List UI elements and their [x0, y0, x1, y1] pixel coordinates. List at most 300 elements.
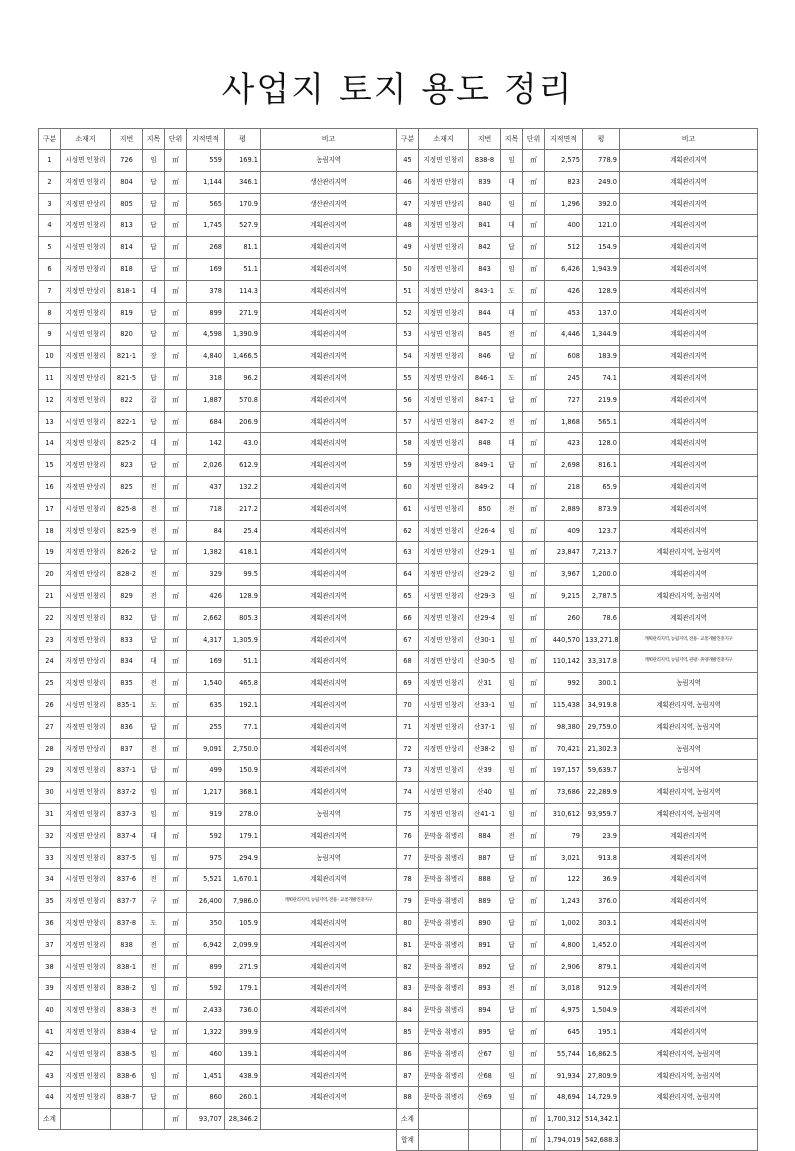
right-note-cell: 계획관리지역 — [620, 302, 758, 324]
right-lot-number-cell: 895 — [469, 1021, 501, 1043]
right-location-cell: 지정면 안상리 — [419, 455, 469, 477]
right-area-cell: 110,142 — [545, 651, 583, 673]
right-unit-cell: ㎡ — [523, 1000, 545, 1022]
left-row-number-cell: 2 — [39, 171, 61, 193]
right-pyeong-cell: 2,787.5 — [583, 585, 620, 607]
left-pyeong-cell: 81.1 — [225, 237, 261, 259]
right-lot-number-cell: 846 — [469, 346, 501, 368]
right-location-cell: 지정면 안상리 — [419, 651, 469, 673]
right-area-cell: 79 — [545, 825, 583, 847]
right-pyeong-cell: 565.1 — [583, 411, 620, 433]
left-pyeong-cell: 1,466.5 — [225, 346, 261, 368]
right-location-cell: 지정면 인창리 — [419, 760, 469, 782]
right-unit-cell: ㎡ — [523, 585, 545, 607]
right-unit-cell: ㎡ — [523, 433, 545, 455]
right-unit-cell: ㎡ — [523, 564, 545, 586]
left-note-cell: 계획관리지역 — [261, 585, 397, 607]
right-pyeong-cell: 78.6 — [583, 607, 620, 629]
right-pyeong-cell: 1,504.9 — [583, 1000, 620, 1022]
left-row-number-cell: 17 — [39, 498, 61, 520]
left-land-category-cell: 임 — [143, 782, 165, 804]
right-land-category-cell: 답 — [501, 869, 523, 891]
left-location-cell: 지정면 인창리 — [61, 346, 111, 368]
left-unit-cell: ㎡ — [165, 1065, 187, 1087]
header-cell: 소재지 — [419, 129, 469, 150]
left-row-number-cell: 39 — [39, 978, 61, 1000]
left-note-cell: 농림지역 — [261, 150, 397, 172]
left-note-cell: 계획관리지역 — [261, 673, 397, 695]
right-location-cell: 시성면 인창리 — [419, 694, 469, 716]
right-pyeong-cell: 300.1 — [583, 673, 620, 695]
right-unit-cell: ㎡ — [523, 193, 545, 215]
table-row — [39, 1087, 758, 1109]
left-location-cell: 지정면 인창리 — [61, 803, 111, 825]
left-unit-cell: ㎡ — [165, 411, 187, 433]
left-note-cell: 계획관리지역 — [261, 825, 397, 847]
right-unit-cell: ㎡ — [523, 891, 545, 913]
left-lot-number-cell: 813 — [111, 215, 143, 237]
table-row — [39, 716, 758, 738]
right-area-cell: 70,421 — [545, 738, 583, 760]
right-unit-cell: ㎡ — [523, 411, 545, 433]
right-row-number-cell: 48 — [397, 215, 419, 237]
left-note-cell: 생산관리지역 — [261, 171, 397, 193]
right-unit-cell: ㎡ — [523, 607, 545, 629]
right-location-cell: 지정면 인창리 — [419, 673, 469, 695]
right-pyeong-cell: 33,317.8 — [583, 651, 620, 673]
right-unit-cell: ㎡ — [523, 825, 545, 847]
right-row-number-cell: 76 — [397, 825, 419, 847]
right-location-cell: 문막읍 취병리 — [419, 1000, 469, 1022]
right-lot-number-cell: 산29-1 — [469, 542, 501, 564]
left-lot-number-cell: 819 — [111, 302, 143, 324]
right-pyeong-cell: 22,289.9 — [583, 782, 620, 804]
left-note-cell: 계획관리지역 — [261, 433, 397, 455]
left-area-cell: 378 — [187, 280, 225, 302]
right-pyeong-cell: 128.0 — [583, 433, 620, 455]
right-pyeong-cell: 34,919.8 — [583, 694, 620, 716]
right-land-category-cell: 임 — [501, 258, 523, 280]
right-area-cell: 4,975 — [545, 1000, 583, 1022]
right-note-cell: 계획관리지역 — [620, 978, 758, 1000]
right-lot-number-cell: 847-2 — [469, 411, 501, 433]
subtotal-label: 소계 — [397, 1109, 419, 1130]
left-lot-number-cell: 726 — [111, 150, 143, 172]
right-unit-cell: ㎡ — [523, 694, 545, 716]
header-cell: 단위 — [165, 129, 187, 150]
right-land-category-cell: 임 — [501, 716, 523, 738]
left-lot-number-cell: 838-7 — [111, 1087, 143, 1109]
right-pyeong-cell: 27,809.9 — [583, 1065, 620, 1087]
right-land-category-cell: 임 — [501, 585, 523, 607]
right-land-category-cell: 도 — [501, 280, 523, 302]
right-location-cell: 문막읍 취병리 — [419, 978, 469, 1000]
left-unit-cell: ㎡ — [165, 389, 187, 411]
left-unit-cell: ㎡ — [165, 738, 187, 760]
right-location-cell: 지정면 인창리 — [419, 433, 469, 455]
table-row — [39, 629, 758, 651]
right-lot-number-cell: 849-1 — [469, 455, 501, 477]
right-lot-number-cell: 850 — [469, 498, 501, 520]
table-row — [39, 302, 758, 324]
left-row-number-cell: 13 — [39, 411, 61, 433]
left-note-cell: 계획관리지역 — [261, 237, 397, 259]
right-unit-cell: ㎡ — [523, 956, 545, 978]
left-land-category-cell: 답 — [143, 716, 165, 738]
right-lot-number-cell: 산38-2 — [469, 738, 501, 760]
right-note-cell: 계획관리지역, 농림지역, 전용 · 교통개발진흥지구 — [620, 629, 758, 651]
right-land-category-cell: 임 — [501, 651, 523, 673]
right-lot-number-cell: 산29-2 — [469, 564, 501, 586]
left-land-category-cell: 대 — [143, 280, 165, 302]
left-row-number-cell: 16 — [39, 476, 61, 498]
table-row — [39, 171, 758, 193]
left-location-cell: 지정면 인창리 — [61, 1021, 111, 1043]
left-unit-cell: ㎡ — [165, 716, 187, 738]
left-pyeong-cell: 736.0 — [225, 1000, 261, 1022]
right-lot-number-cell: 산39 — [469, 760, 501, 782]
left-area-cell: 684 — [187, 411, 225, 433]
right-location-cell: 시성면 인창리 — [419, 585, 469, 607]
left-row-number-cell: 15 — [39, 455, 61, 477]
right-row-number-cell: 64 — [397, 564, 419, 586]
left-location-cell: 지정면 인창리 — [61, 215, 111, 237]
table-row — [39, 782, 758, 804]
left-lot-number-cell: 822-1 — [111, 411, 143, 433]
right-row-number-cell: 47 — [397, 193, 419, 215]
left-row-number-cell: 1 — [39, 150, 61, 172]
table-row — [39, 520, 758, 542]
right-land-category-cell: 전 — [501, 498, 523, 520]
left-pyeong-cell: 99.5 — [225, 564, 261, 586]
right-unit-cell: ㎡ — [523, 803, 545, 825]
left-note-cell: 계획관리지역 — [261, 716, 397, 738]
right-lot-number-cell: 산67 — [469, 1043, 501, 1065]
right-land-category-cell: 임 — [501, 607, 523, 629]
right-area-cell: 3,021 — [545, 847, 583, 869]
left-land-category-cell: 전 — [143, 476, 165, 498]
left-pyeong-cell: 169.1 — [225, 150, 261, 172]
right-area-cell: 1,296 — [545, 193, 583, 215]
left-lot-number-cell: 828-2 — [111, 564, 143, 586]
left-lot-number-cell: 825-9 — [111, 520, 143, 542]
left-unit-cell: ㎡ — [165, 891, 187, 913]
left-pyeong-cell: 114.3 — [225, 280, 261, 302]
left-land-category-cell: 답 — [143, 171, 165, 193]
left-lot-number-cell: 833 — [111, 629, 143, 651]
right-pyeong-cell: 183.9 — [583, 346, 620, 368]
right-pyeong-cell: 912.9 — [583, 978, 620, 1000]
left-pyeong-cell: 271.9 — [225, 302, 261, 324]
table-row — [39, 673, 758, 695]
right-pyeong-cell: 303.1 — [583, 912, 620, 934]
right-row-number-cell: 71 — [397, 716, 419, 738]
right-row-number-cell: 51 — [397, 280, 419, 302]
right-note-cell: 농림지역 — [620, 673, 758, 695]
left-unit-cell: ㎡ — [165, 629, 187, 651]
right-lot-number-cell: 884 — [469, 825, 501, 847]
table-row — [39, 258, 758, 280]
right-area-cell: 310,612 — [545, 803, 583, 825]
right-area-cell: 2,889 — [545, 498, 583, 520]
right-lot-number-cell: 890 — [469, 912, 501, 934]
right-location-cell: 시성면 인창리 — [419, 498, 469, 520]
right-row-number-cell: 62 — [397, 520, 419, 542]
left-row-number-cell: 31 — [39, 803, 61, 825]
right-land-category-cell: 대 — [501, 302, 523, 324]
right-pyeong-cell: 376.0 — [583, 891, 620, 913]
left-pyeong-cell: 2,750.0 — [225, 738, 261, 760]
left-land-category-cell: 잡 — [143, 389, 165, 411]
table-row — [39, 237, 758, 259]
right-unit-cell: ㎡ — [523, 1043, 545, 1065]
right-lot-number-cell: 891 — [469, 934, 501, 956]
left-pyeong-cell: 294.9 — [225, 847, 261, 869]
right-unit-cell: ㎡ — [523, 215, 545, 237]
right-pyeong-cell: 121.0 — [583, 215, 620, 237]
left-lot-number-cell: 838-1 — [111, 956, 143, 978]
right-note-cell: 계획관리지역 — [620, 346, 758, 368]
left-note-cell: 계획관리지역 — [261, 782, 397, 804]
left-pyeong-cell: 139.1 — [225, 1043, 261, 1065]
left-location-cell: 시성면 인창리 — [61, 956, 111, 978]
right-note-cell: 계획관리지역 — [620, 411, 758, 433]
left-lot-number-cell: 837-8 — [111, 912, 143, 934]
left-area-cell: 635 — [187, 694, 225, 716]
left-unit-cell: ㎡ — [165, 956, 187, 978]
right-land-category-cell: 임 — [501, 193, 523, 215]
right-pyeong-cell: 128.9 — [583, 280, 620, 302]
right-note-cell: 계획관리지역 — [620, 433, 758, 455]
right-land-category-cell: 전 — [501, 978, 523, 1000]
right-row-number-cell: 67 — [397, 629, 419, 651]
left-pyeong-cell: 2,099.9 — [225, 934, 261, 956]
right-location-cell: 지정면 인창리 — [419, 150, 469, 172]
left-land-category-cell: 임 — [143, 1043, 165, 1065]
left-pyeong-cell: 7,986.0 — [225, 891, 261, 913]
right-area-cell: 409 — [545, 520, 583, 542]
left-area-cell: 1,322 — [187, 1021, 225, 1043]
right-land-category-cell: 임 — [501, 1043, 523, 1065]
left-pyeong-cell: 1,390.9 — [225, 324, 261, 346]
right-unit-cell: ㎡ — [523, 498, 545, 520]
left-unit-cell: ㎡ — [165, 694, 187, 716]
right-row-number-cell: 82 — [397, 956, 419, 978]
header-cell: 지번 — [469, 129, 501, 150]
left-land-category-cell: 임 — [143, 1065, 165, 1087]
header-cell: 지목 — [501, 129, 523, 150]
left-land-category-cell: 구 — [143, 891, 165, 913]
header-cell: 비고 — [620, 129, 758, 150]
right-location-cell: 지정면 안상리 — [419, 367, 469, 389]
right-land-category-cell: 답 — [501, 956, 523, 978]
left-land-category-cell: 대 — [143, 651, 165, 673]
right-area-cell: 3,967 — [545, 564, 583, 586]
right-pyeong-cell: 392.0 — [583, 193, 620, 215]
left-area-cell: 1,144 — [187, 171, 225, 193]
left-pyeong-cell: 51.1 — [225, 258, 261, 280]
left-land-category-cell: 답 — [143, 237, 165, 259]
left-note-cell: 계획관리지역 — [261, 346, 397, 368]
left-area-cell: 9,091 — [187, 738, 225, 760]
right-lot-number-cell: 845 — [469, 324, 501, 346]
left-area-cell: 169 — [187, 651, 225, 673]
right-lot-number-cell: 893 — [469, 978, 501, 1000]
right-lot-number-cell: 산40 — [469, 782, 501, 804]
right-note-cell: 계획관리지역 — [620, 367, 758, 389]
right-pyeong-cell: 93,959.7 — [583, 803, 620, 825]
right-unit-cell: ㎡ — [523, 978, 545, 1000]
right-area-cell: 122 — [545, 869, 583, 891]
right-row-number-cell: 81 — [397, 934, 419, 956]
left-lot-number-cell: 825 — [111, 476, 143, 498]
right-land-category-cell: 전 — [501, 411, 523, 433]
right-note-cell: 계획관리지역 — [620, 891, 758, 913]
right-pyeong-cell: 1,344.9 — [583, 324, 620, 346]
left-note-cell: 계획관리지역 — [261, 476, 397, 498]
left-lot-number-cell: 837-3 — [111, 803, 143, 825]
left-area-cell: 4,598 — [187, 324, 225, 346]
left-land-category-cell: 답 — [143, 1021, 165, 1043]
left-location-cell: 지정면 안상리 — [61, 564, 111, 586]
total-area: 1,794,019 — [545, 1130, 583, 1151]
left-land-category-cell: 답 — [143, 1087, 165, 1109]
left-row-number-cell: 20 — [39, 564, 61, 586]
left-pyeong-cell: 260.1 — [225, 1087, 261, 1109]
right-location-cell: 지정면 안창리 — [419, 629, 469, 651]
left-note-cell: 계획관리지역 — [261, 629, 397, 651]
table-row — [39, 869, 758, 891]
right-pyeong-cell: 154.9 — [583, 237, 620, 259]
table-row — [39, 738, 758, 760]
left-lot-number-cell: 838-5 — [111, 1043, 143, 1065]
right-unit-cell: ㎡ — [523, 629, 545, 651]
right-area-cell: 512 — [545, 237, 583, 259]
right-land-category-cell: 답 — [501, 912, 523, 934]
right-lot-number-cell: 산29-4 — [469, 607, 501, 629]
left-unit-cell: ㎡ — [165, 498, 187, 520]
right-land-category-cell: 임 — [501, 694, 523, 716]
left-area-cell: 5,521 — [187, 869, 225, 891]
right-lot-number-cell: 887 — [469, 847, 501, 869]
right-pyeong-cell: 249.0 — [583, 171, 620, 193]
left-location-cell: 지정면 인창리 — [61, 171, 111, 193]
left-location-cell: 지정면 인창리 — [61, 302, 111, 324]
right-unit-cell: ㎡ — [523, 738, 545, 760]
right-land-category-cell: 답 — [501, 1000, 523, 1022]
right-row-number-cell: 69 — [397, 673, 419, 695]
left-lot-number-cell: 814 — [111, 237, 143, 259]
left-location-cell: 지정면 인창리 — [61, 389, 111, 411]
left-location-cell: 지정면 인창리 — [61, 847, 111, 869]
left-location-cell: 지정면 안창리 — [61, 1000, 111, 1022]
subtotal-row — [39, 1109, 758, 1130]
right-location-cell: 지정면 인창리 — [419, 389, 469, 411]
right-pyeong-cell: 873.9 — [583, 498, 620, 520]
right-land-category-cell: 임 — [501, 760, 523, 782]
right-area-cell: 608 — [545, 346, 583, 368]
left-row-number-cell: 34 — [39, 869, 61, 891]
right-land-category-cell: 전 — [501, 324, 523, 346]
right-lot-number-cell: 888 — [469, 869, 501, 891]
right-pyeong-cell: 14,729.9 — [583, 1087, 620, 1109]
left-lot-number-cell: 834 — [111, 651, 143, 673]
left-row-number-cell: 30 — [39, 782, 61, 804]
right-location-cell: 문막읍 취병리 — [419, 847, 469, 869]
left-note-cell: 계획관리지역 — [261, 542, 397, 564]
right-row-number-cell: 74 — [397, 782, 419, 804]
left-land-category-cell: 답 — [143, 302, 165, 324]
right-lot-number-cell: 산41-1 — [469, 803, 501, 825]
right-row-number-cell: 84 — [397, 1000, 419, 1022]
right-area-cell: 23,847 — [545, 542, 583, 564]
left-location-cell: 시성면 인창리 — [61, 869, 111, 891]
left-area-cell: 592 — [187, 978, 225, 1000]
right-lot-number-cell: 844 — [469, 302, 501, 324]
left-land-category-cell: 전 — [143, 1000, 165, 1022]
right-land-category-cell: 대 — [501, 215, 523, 237]
right-area-cell: 400 — [545, 215, 583, 237]
left-pyeong-cell: 1,670.1 — [225, 869, 261, 891]
left-unit-cell: ㎡ — [165, 433, 187, 455]
right-note-cell: 계획관리지역 — [620, 956, 758, 978]
left-lot-number-cell: 804 — [111, 171, 143, 193]
left-row-number-cell: 27 — [39, 716, 61, 738]
right-note-cell: 계획관리지역 — [620, 564, 758, 586]
left-pyeong-cell: 217.2 — [225, 498, 261, 520]
table-row — [39, 978, 758, 1000]
right-unit-cell: ㎡ — [523, 716, 545, 738]
left-location-cell: 지정면 안상리 — [61, 825, 111, 847]
left-area-cell: 1,745 — [187, 215, 225, 237]
left-lot-number-cell: 822 — [111, 389, 143, 411]
right-pyeong-cell: 1,452.0 — [583, 934, 620, 956]
left-note-cell: 농림지역 — [261, 847, 397, 869]
right-unit-cell: ㎡ — [523, 912, 545, 934]
left-lot-number-cell: 805 — [111, 193, 143, 215]
left-area-cell: 169 — [187, 258, 225, 280]
right-land-category-cell: 임 — [501, 1065, 523, 1087]
right-unit-cell: ㎡ — [523, 302, 545, 324]
right-note-cell: 계획관리지역, 농림지역 — [620, 782, 758, 804]
left-unit-cell: ㎡ — [165, 476, 187, 498]
left-unit-cell: ㎡ — [165, 367, 187, 389]
left-row-number-cell: 3 — [39, 193, 61, 215]
right-lot-number-cell: 847-1 — [469, 389, 501, 411]
right-location-cell: 문막읍 취병리 — [419, 891, 469, 913]
right-row-number-cell: 85 — [397, 1021, 419, 1043]
left-note-cell: 계획관리지역 — [261, 1000, 397, 1022]
right-row-number-cell: 50 — [397, 258, 419, 280]
right-row-number-cell: 52 — [397, 302, 419, 324]
table-row — [39, 150, 758, 172]
left-note-cell: 계획관리지역 — [261, 498, 397, 520]
right-row-number-cell: 57 — [397, 411, 419, 433]
left-location-cell: 지정면 안상리 — [61, 738, 111, 760]
left-row-number-cell: 14 — [39, 433, 61, 455]
right-note-cell: 계획관리지역 — [620, 476, 758, 498]
right-area-cell: 823 — [545, 171, 583, 193]
left-land-category-cell: 답 — [143, 367, 165, 389]
right-note-cell: 계획관리지역 — [620, 934, 758, 956]
right-note-cell: 계획관리지역 — [620, 171, 758, 193]
right-area-cell: 727 — [545, 389, 583, 411]
right-row-number-cell: 65 — [397, 585, 419, 607]
header-cell: 소재지 — [61, 129, 111, 150]
left-land-category-cell: 답 — [143, 258, 165, 280]
left-lot-number-cell: 825-2 — [111, 433, 143, 455]
right-location-cell: 문막읍 취병리 — [419, 912, 469, 934]
